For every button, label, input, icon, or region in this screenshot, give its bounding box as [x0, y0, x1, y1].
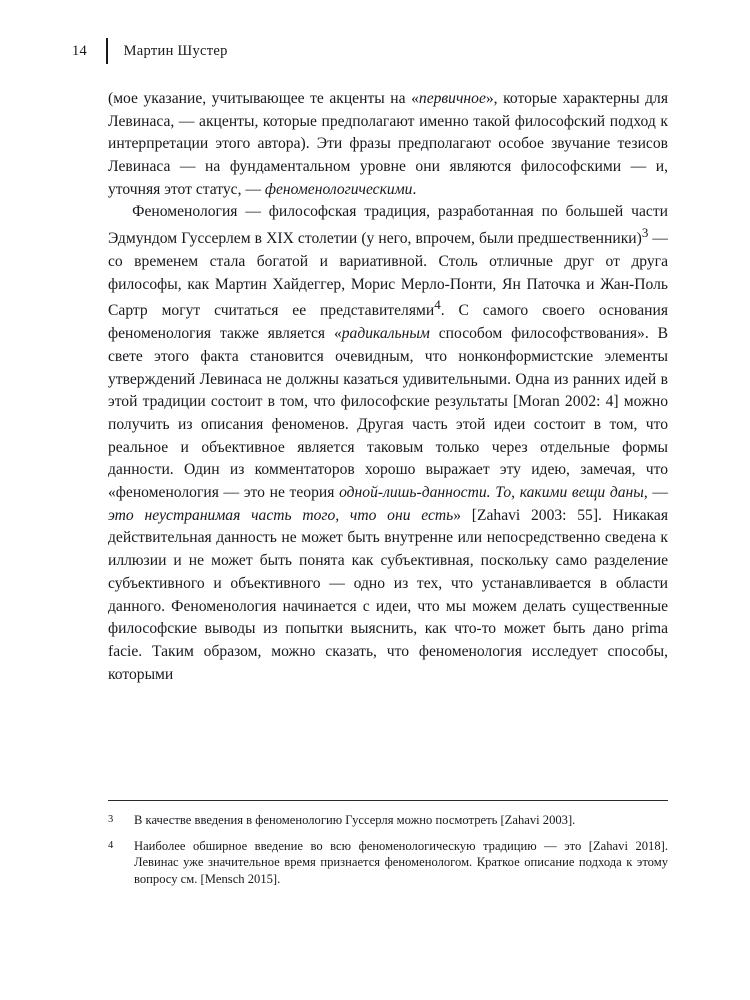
header-divider — [106, 38, 108, 64]
paragraph: Феноменология — философская традиция, разработанная по большей части Эдмундом Гуссерлем в XIX столетии (у него, впрочем, были предшественники)$^3$ — со временем стала богатой и вариативной. Столь отличные друг от друга философы, как Мартин Хайдеггер, Морис Мерло-Понти, Ян Паточка и Жан-Поль Сартр могут считаться ее представителями$^4$. С самого своего основания феноменология также является «радикальным способом философствования». В свете этого факта становится очевидным, что нонконформистские элементы утверждений Левинаса не должны казаться удивительными. Одна из ранних идей в этой традиции состоит в том, что философские результаты [Moran 2002: 4] можно получить из описания феноменов. Другая часть этой идеи состоит в том, что реальное и объективное является таковым только через отдельные формы данности. Один из комментаторов хорошо выражает эту идею, замечая, что «феноменология — это не теория одной-лишь-данности. То, какими вещи даны, — это неустранимая часть того, что они есть» [Zahavi 2003: 55]. Никакая действительная данность не может быть внутренне или непосредственно сведена к иллюзии и не может быть понята как субъективная, поскольку само разделение субъективного и объективного — одно из тех, что устанавливается в области данного. Феноменология начинается с идеи, что мы можем делать существенные философские выводы из попытки выяснить, как что-то может быть дано prima facie. Таким образом, можно сказать, что феноменология исследует способы, которыми — [108, 203, 669, 683]
body-text — [108, 88, 668, 686]
page-header — [72, 36, 678, 66]
footnote-marker: 4 — [108, 839, 114, 851]
running-title: Мартин Шустер — [123, 42, 228, 59]
footnote-text: Наиболее обширное введение во всю феноменологическую традицию — это [Zahavi 2018]. Левинас уже значительное время признается феноменологом. Краткое описание подхода к этому вопросу см. [Mensch 2015]. — [134, 838, 668, 887]
footnote-text: В качестве введения в феноменологию Гуссерля можно посмотреть [Zahavi 2003]. — [134, 813, 576, 827]
footnote — [108, 812, 668, 829]
page-number: 14 — [72, 42, 87, 59]
footnote — [108, 838, 668, 888]
footnotes-area — [108, 812, 668, 897]
paragraph: (мое указание, учитывающее те акценты на «первичное», которые характерны для Левинаса, — акценты, которые предполагают именно такой философский подход к интерпретации этого автора). Эти фразы предполагают особое звучание тезисов Левинаса — на фундаментальном уровне они являются философскими — и, уточняя этот статус, — феноменологическими. — [108, 90, 668, 198]
footnote-separator — [108, 800, 668, 801]
footnote-marker: 3 — [108, 814, 114, 825]
